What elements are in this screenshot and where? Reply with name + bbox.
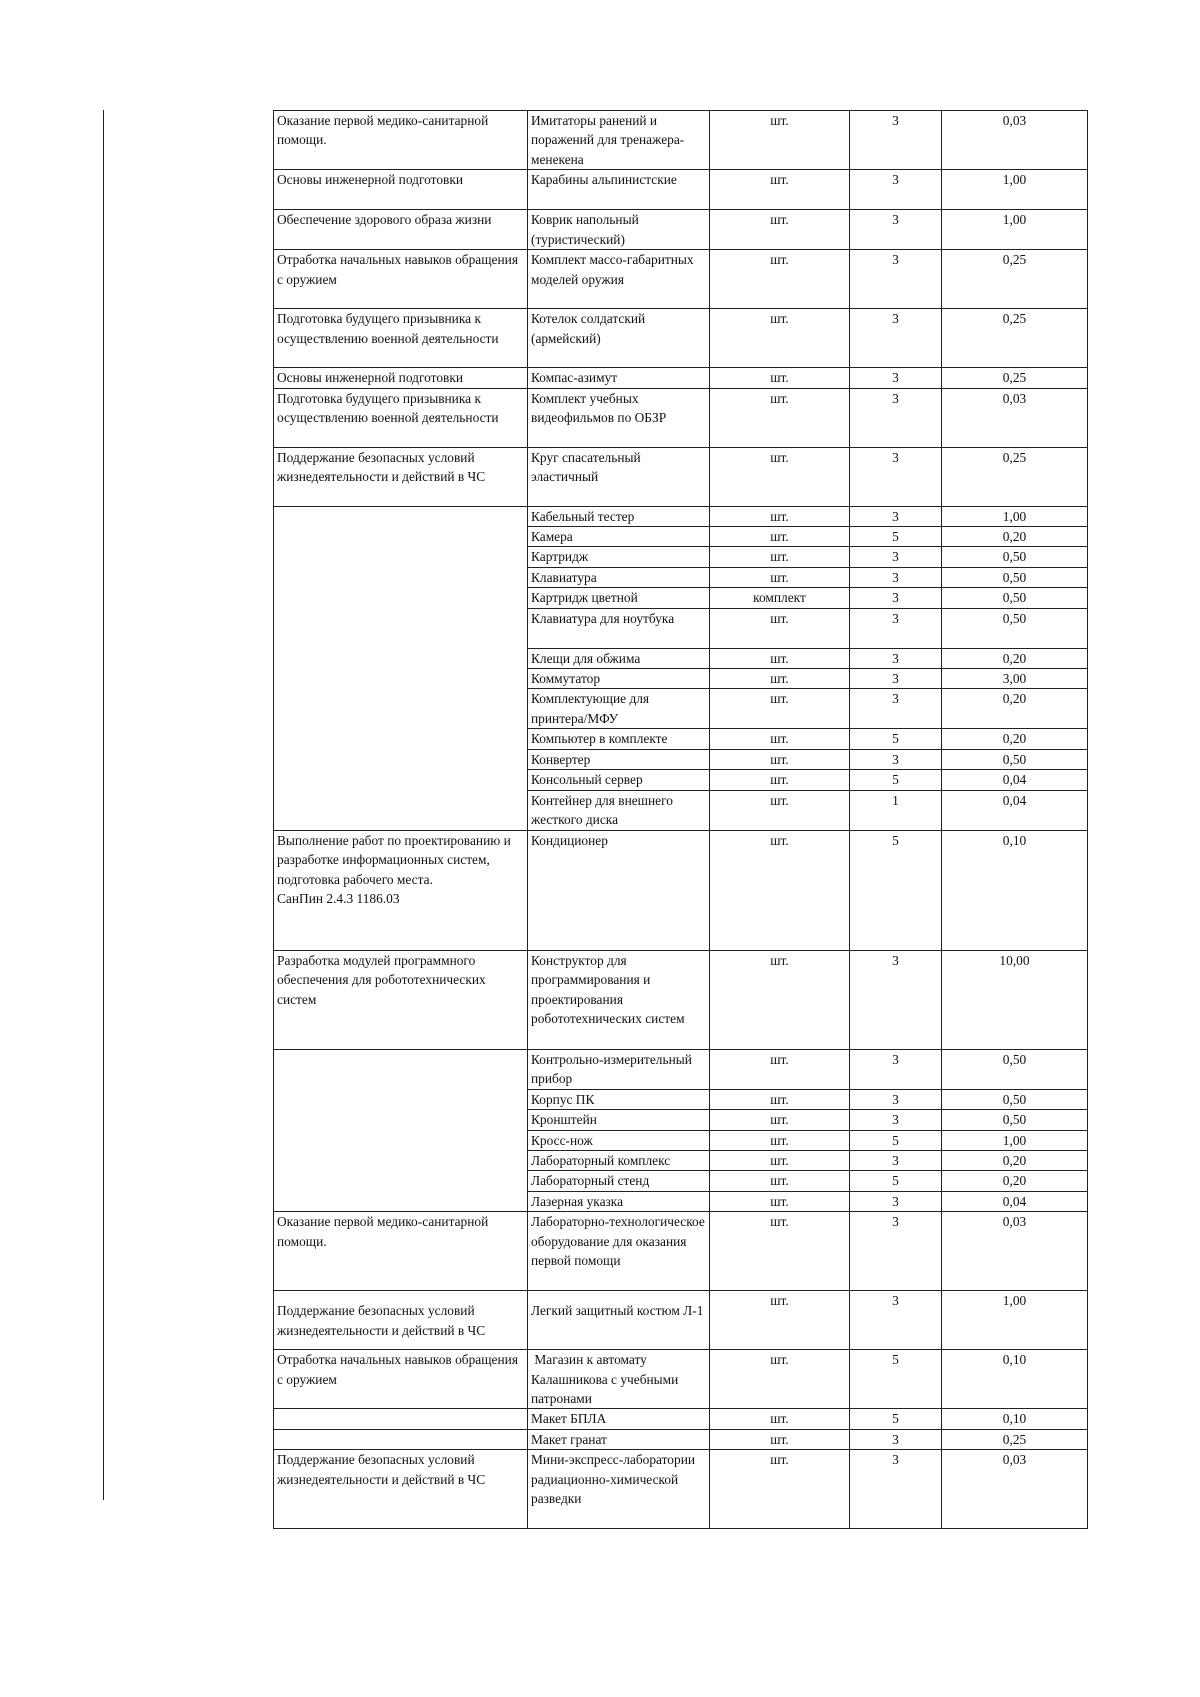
unit-cell: шт. [710,1191,850,1211]
qty-cell: 5 [850,770,942,790]
table-row [274,111,1088,170]
activity-cell [274,830,528,950]
item-cell: Легкий защитный костюм Л-1 [528,1291,710,1350]
norm-cell: 0,50 [942,547,1088,567]
norm-cell: 0,20 [942,527,1088,547]
qty-cell: 3 [850,447,942,506]
qty-cell: 3 [850,250,942,309]
norm-cell: 0,25 [942,368,1088,388]
norm-cell: 0,04 [942,770,1088,790]
qty-cell: 3 [850,1212,942,1291]
unit-cell: шт. [710,689,850,729]
item-cell: Компьютер в комплекте [528,729,710,749]
norm-cell: 0,10 [942,1350,1088,1409]
item-cell: Макет гранат [528,1429,710,1449]
unit-cell: шт. [710,1089,850,1109]
activity-cell: Основы инженерной подготовки [274,368,528,388]
item-cell: Клавиатура для ноутбука [528,608,710,648]
norm-cell: 0,20 [942,1150,1088,1170]
norm-cell: 1,00 [942,1130,1088,1150]
item-cell: Кабельный тестер [528,506,710,526]
table-row [274,1350,1088,1409]
activity-cell: Подготовка будущего призывника к осуществлению военной деятельности [274,309,528,368]
item-cell: Лабораторно-технологическое оборудование для оказания первой помощи [528,1212,710,1291]
norm-cell: 0,25 [942,1429,1088,1449]
activity-text: Выполнение работ по проектированию и разработке информационных систем, подготовка рабочего места. [277,832,511,887]
qty-cell: 3 [850,388,942,447]
norm-cell: 1,00 [942,210,1088,250]
norm-cell: 0,50 [942,749,1088,769]
norm-cell: 1,00 [942,170,1088,210]
norm-cell: 0,03 [942,1450,1088,1529]
item-cell: Лабораторный стенд [528,1171,710,1191]
unit-cell: шт. [710,368,850,388]
qty-cell: 1 [850,790,942,830]
sanpin-reference: СанПин 2.4.3 1186.03 [277,890,400,906]
table-row [274,309,1088,368]
item-cell: Клавиатура [528,567,710,587]
item-cell: Мини-экспресс-лаборатории радиационно-химической разведки [528,1450,710,1529]
unit-cell: шт. [710,1409,850,1429]
activity-cell: Оказание первой медико-санитарной помощи. [274,111,528,170]
qty-cell: 3 [850,368,942,388]
qty-cell: 3 [850,1089,942,1109]
unit-cell: шт. [710,830,850,950]
qty-cell: 3 [850,1291,942,1350]
norm-cell: 0,20 [942,648,1088,668]
left-margin-rule [103,110,104,1500]
norm-cell: 3,00 [942,669,1088,689]
qty-cell: 3 [850,749,942,769]
unit-cell: шт. [710,170,850,210]
unit-cell: шт. [710,447,850,506]
unit-cell: шт. [710,1429,850,1449]
qty-cell: 3 [850,1450,942,1529]
qty-cell: 3 [850,1429,942,1449]
norm-cell: 0,25 [942,447,1088,506]
unit-cell: шт. [710,1291,850,1350]
qty-cell: 3 [850,608,942,648]
activity-cell [274,1429,528,1449]
activity-cell: Подготовка будущего призывника к осуществлению военной деятельности [274,388,528,447]
activity-cell: Поддержание безопасных условий жизнедеятельности и действий в ЧС [274,447,528,506]
unit-cell: шт. [710,1171,850,1191]
unit-cell: шт. [710,547,850,567]
unit-cell: шт. [710,648,850,668]
item-cell: Конвертер [528,749,710,769]
item-cell: Картридж цветной [528,588,710,608]
norm-cell: 10,00 [942,950,1088,1049]
item-cell: Магазин к автомату Калашникова с учебными патронами [528,1350,710,1409]
unit-cell: шт. [710,1450,850,1529]
item-cell: Контейнер для внешнего жесткого диска [528,790,710,830]
norm-cell: 1,00 [942,1291,1088,1350]
qty-cell: 3 [850,1191,942,1211]
qty-cell: 3 [850,1150,942,1170]
item-cell: Клещи для обжима [528,648,710,668]
qty-cell: 3 [850,567,942,587]
item-cell: Лабораторный комплекс [528,1150,710,1170]
norm-cell: 0,03 [942,111,1088,170]
norm-cell: 0,04 [942,790,1088,830]
qty-cell: 3 [850,1049,942,1089]
qty-cell: 3 [850,648,942,668]
unit-cell: шт. [710,729,850,749]
item-cell: Круг спасательный эластичный [528,447,710,506]
activity-cell: Поддержание безопасных условий жизнедеятельности и действий в ЧС [274,1450,528,1529]
table-row [274,1429,1088,1449]
activity-cell: Отработка начальных навыков обращения с оружием [274,1350,528,1409]
norm-cell: 0,10 [942,830,1088,950]
unit-cell: шт. [710,567,850,587]
item-cell: Комплект учебных видеофильмов по ОБЗР [528,388,710,447]
activity-cell: Основы инженерной подготовки [274,170,528,210]
item-cell: Консольный сервер [528,770,710,790]
unit-cell: шт. [710,250,850,309]
qty-cell: 5 [850,1350,942,1409]
activity-cell [274,1409,528,1429]
norm-cell: 0,50 [942,567,1088,587]
norm-cell: 1,00 [942,506,1088,526]
item-cell: Камера [528,527,710,547]
table-row [274,950,1088,1049]
table-row [274,1409,1088,1429]
item-cell: Коммутатор [528,669,710,689]
item-cell: Имитаторы ранений и поражений для тренажера-менекена [528,111,710,170]
qty-cell: 5 [850,1171,942,1191]
item-cell: Коврик напольный (туристический) [528,210,710,250]
qty-cell: 3 [850,309,942,368]
norm-cell: 0,03 [942,1212,1088,1291]
qty-cell: 3 [850,950,942,1049]
activity-cell: Поддержание безопасных условий жизнедеятельности и действий в ЧС [274,1291,528,1350]
table-row [274,388,1088,447]
unit-cell: шт. [710,770,850,790]
table-row [274,830,1088,950]
norm-cell: 0,20 [942,689,1088,729]
unit-cell: шт. [710,950,850,1049]
item-cell: Кросс-нож [528,1130,710,1150]
table-row [274,447,1088,506]
table-row [274,368,1088,388]
norm-cell: 0,20 [942,729,1088,749]
unit-cell: шт. [710,388,850,447]
unit-cell: шт. [710,210,850,250]
activity-cell [274,506,528,830]
unit-cell: шт. [710,608,850,648]
table-row [274,210,1088,250]
item-cell: Кондиционер [528,830,710,950]
table-row [274,250,1088,309]
unit-cell: шт. [710,1212,850,1291]
unit-cell: шт. [710,1150,850,1170]
norm-cell: 0,25 [942,250,1088,309]
item-cell: Корпус ПК [528,1089,710,1109]
table-row [274,1049,1088,1089]
norm-cell: 0,50 [942,588,1088,608]
unit-cell: шт. [710,111,850,170]
qty-cell: 3 [850,506,942,526]
unit-cell: шт. [710,506,850,526]
item-cell: Лазерная указка [528,1191,710,1211]
norm-cell: 0,10 [942,1409,1088,1429]
item-cell: Конструктор для программирования и проектирования робототехнических систем [528,950,710,1049]
norm-cell: 0,25 [942,309,1088,368]
norm-cell: 0,20 [942,1171,1088,1191]
unit-cell: шт. [710,790,850,830]
qty-cell: 3 [850,111,942,170]
qty-cell: 5 [850,1130,942,1150]
unit-cell: шт. [710,1130,850,1150]
item-cell: Картридж [528,547,710,567]
unit-cell: шт. [710,1049,850,1089]
item-cell: Котелок солдатский (армейский) [528,309,710,368]
activity-cell: Отработка начальных навыков обращения с оружием [274,250,528,309]
qty-cell: 3 [850,1110,942,1130]
norm-cell: 0,50 [942,1049,1088,1089]
qty-cell: 5 [850,1409,942,1429]
qty-cell: 3 [850,210,942,250]
item-cell: Комплект массо-габаритных моделей оружия [528,250,710,309]
equipment-table [273,110,1088,1529]
norm-cell: 0,50 [942,608,1088,648]
unit-cell: шт. [710,1350,850,1409]
norm-cell: 0,50 [942,1110,1088,1130]
table-row [274,1291,1088,1350]
table-row [274,1212,1088,1291]
unit-cell: шт. [710,669,850,689]
item-cell: Комплектующие для принтера/МФУ [528,689,710,729]
activity-cell [274,1049,528,1211]
unit-cell: комплект [710,588,850,608]
item-cell: Компас-азимут [528,368,710,388]
item-cell: Макет БПЛА [528,1409,710,1429]
norm-cell: 0,50 [942,1089,1088,1109]
item-cell: Кронштейн [528,1110,710,1130]
qty-cell: 3 [850,669,942,689]
norm-cell: 0,04 [942,1191,1088,1211]
activity-cell: Обеспечение здорового образа жизни [274,210,528,250]
table-row [274,1450,1088,1529]
qty-cell: 3 [850,689,942,729]
item-cell: Карабины альпинистские [528,170,710,210]
qty-cell: 3 [850,170,942,210]
unit-cell: шт. [710,527,850,547]
activity-cell: Разработка модулей программного обеспечения для робототехнических систем [274,950,528,1049]
unit-cell: шт. [710,309,850,368]
qty-cell: 3 [850,588,942,608]
unit-cell: шт. [710,1110,850,1130]
item-cell: Контрольно-измерительный прибор [528,1049,710,1089]
qty-cell: 3 [850,547,942,567]
table-row [274,170,1088,210]
qty-cell: 5 [850,527,942,547]
activity-cell: Оказание первой медико-санитарной помощи. [274,1212,528,1291]
unit-cell: шт. [710,749,850,769]
qty-cell: 5 [850,729,942,749]
qty-cell: 5 [850,830,942,950]
table-row [274,506,1088,526]
norm-cell: 0,03 [942,388,1088,447]
